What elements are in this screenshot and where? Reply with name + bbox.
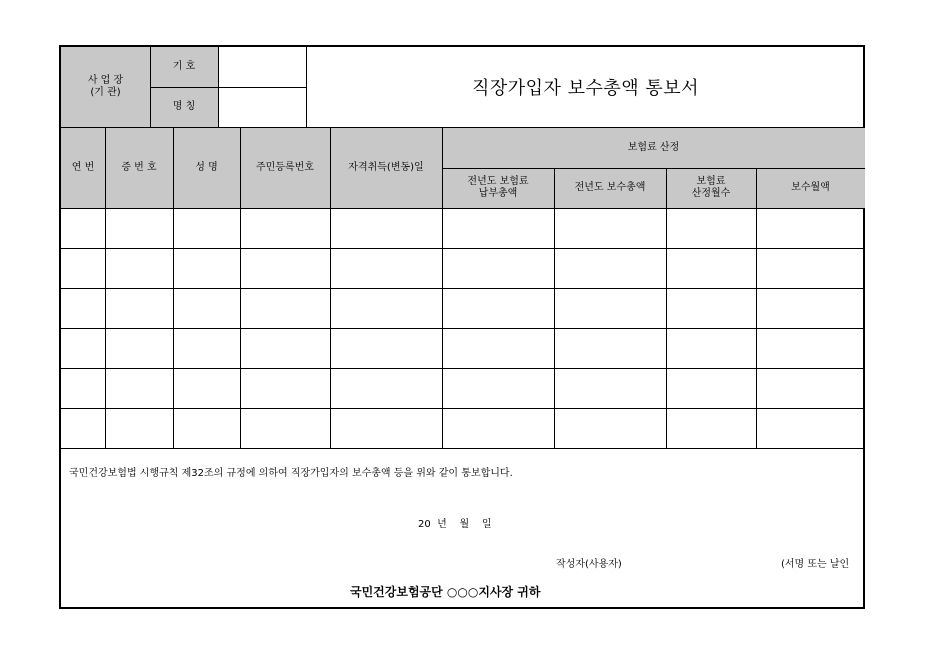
date-line: 20 년 월 일 [418, 519, 492, 530]
author-label: 작성자(사용자) [556, 559, 622, 570]
notification-form [59, 45, 865, 609]
recipient-line: 국민건강보험공단 ○○○지사장 귀하 [350, 585, 541, 599]
col-header-name: 성 명 [195, 162, 218, 173]
code-value-cell[interactable] [218, 47, 306, 87]
name-label-cell: 명 칭 [150, 87, 218, 127]
workplace-label-cell: 사 업 장 (기 관) [61, 47, 150, 127]
col-header-prev-total: 전년도 보수총액 [574, 182, 646, 193]
form-title: 직장가입자 보수총액 통보서 [471, 78, 700, 99]
table-row[interactable] [61, 248, 865, 288]
table-row[interactable] [61, 408, 865, 448]
signature-label: (서명 또는 날인 [781, 559, 850, 570]
col-header-months: 보험료 산정월수 [691, 176, 731, 199]
col-header-resident-no: 주민등록번호 [256, 162, 314, 173]
table-row[interactable] [61, 368, 865, 408]
code-label-cell: 기 호 [150, 47, 218, 87]
col-header-premium-group: 보험료 산정 [627, 142, 680, 153]
name-value-cell[interactable] [218, 87, 306, 127]
table-row[interactable] [61, 328, 865, 368]
col-header-prev-paid: 전년도 보험료 납부총액 [467, 176, 529, 199]
col-header-card-no: 증 번 호 [121, 162, 157, 173]
col-header-qualification-date: 자격취득(변동)일 [348, 162, 424, 173]
table-row[interactable] [61, 288, 865, 328]
legal-statement: 국민건강보험법 시행규칙 제32조의 규정에 의하여 직장가입자의 보수총액 등을 위와 같이 통보합니다. [69, 468, 513, 479]
col-header-seq: 연 번 [71, 162, 95, 173]
col-header-monthly: 보수월액 [791, 182, 830, 193]
table-row[interactable] [61, 208, 865, 248]
